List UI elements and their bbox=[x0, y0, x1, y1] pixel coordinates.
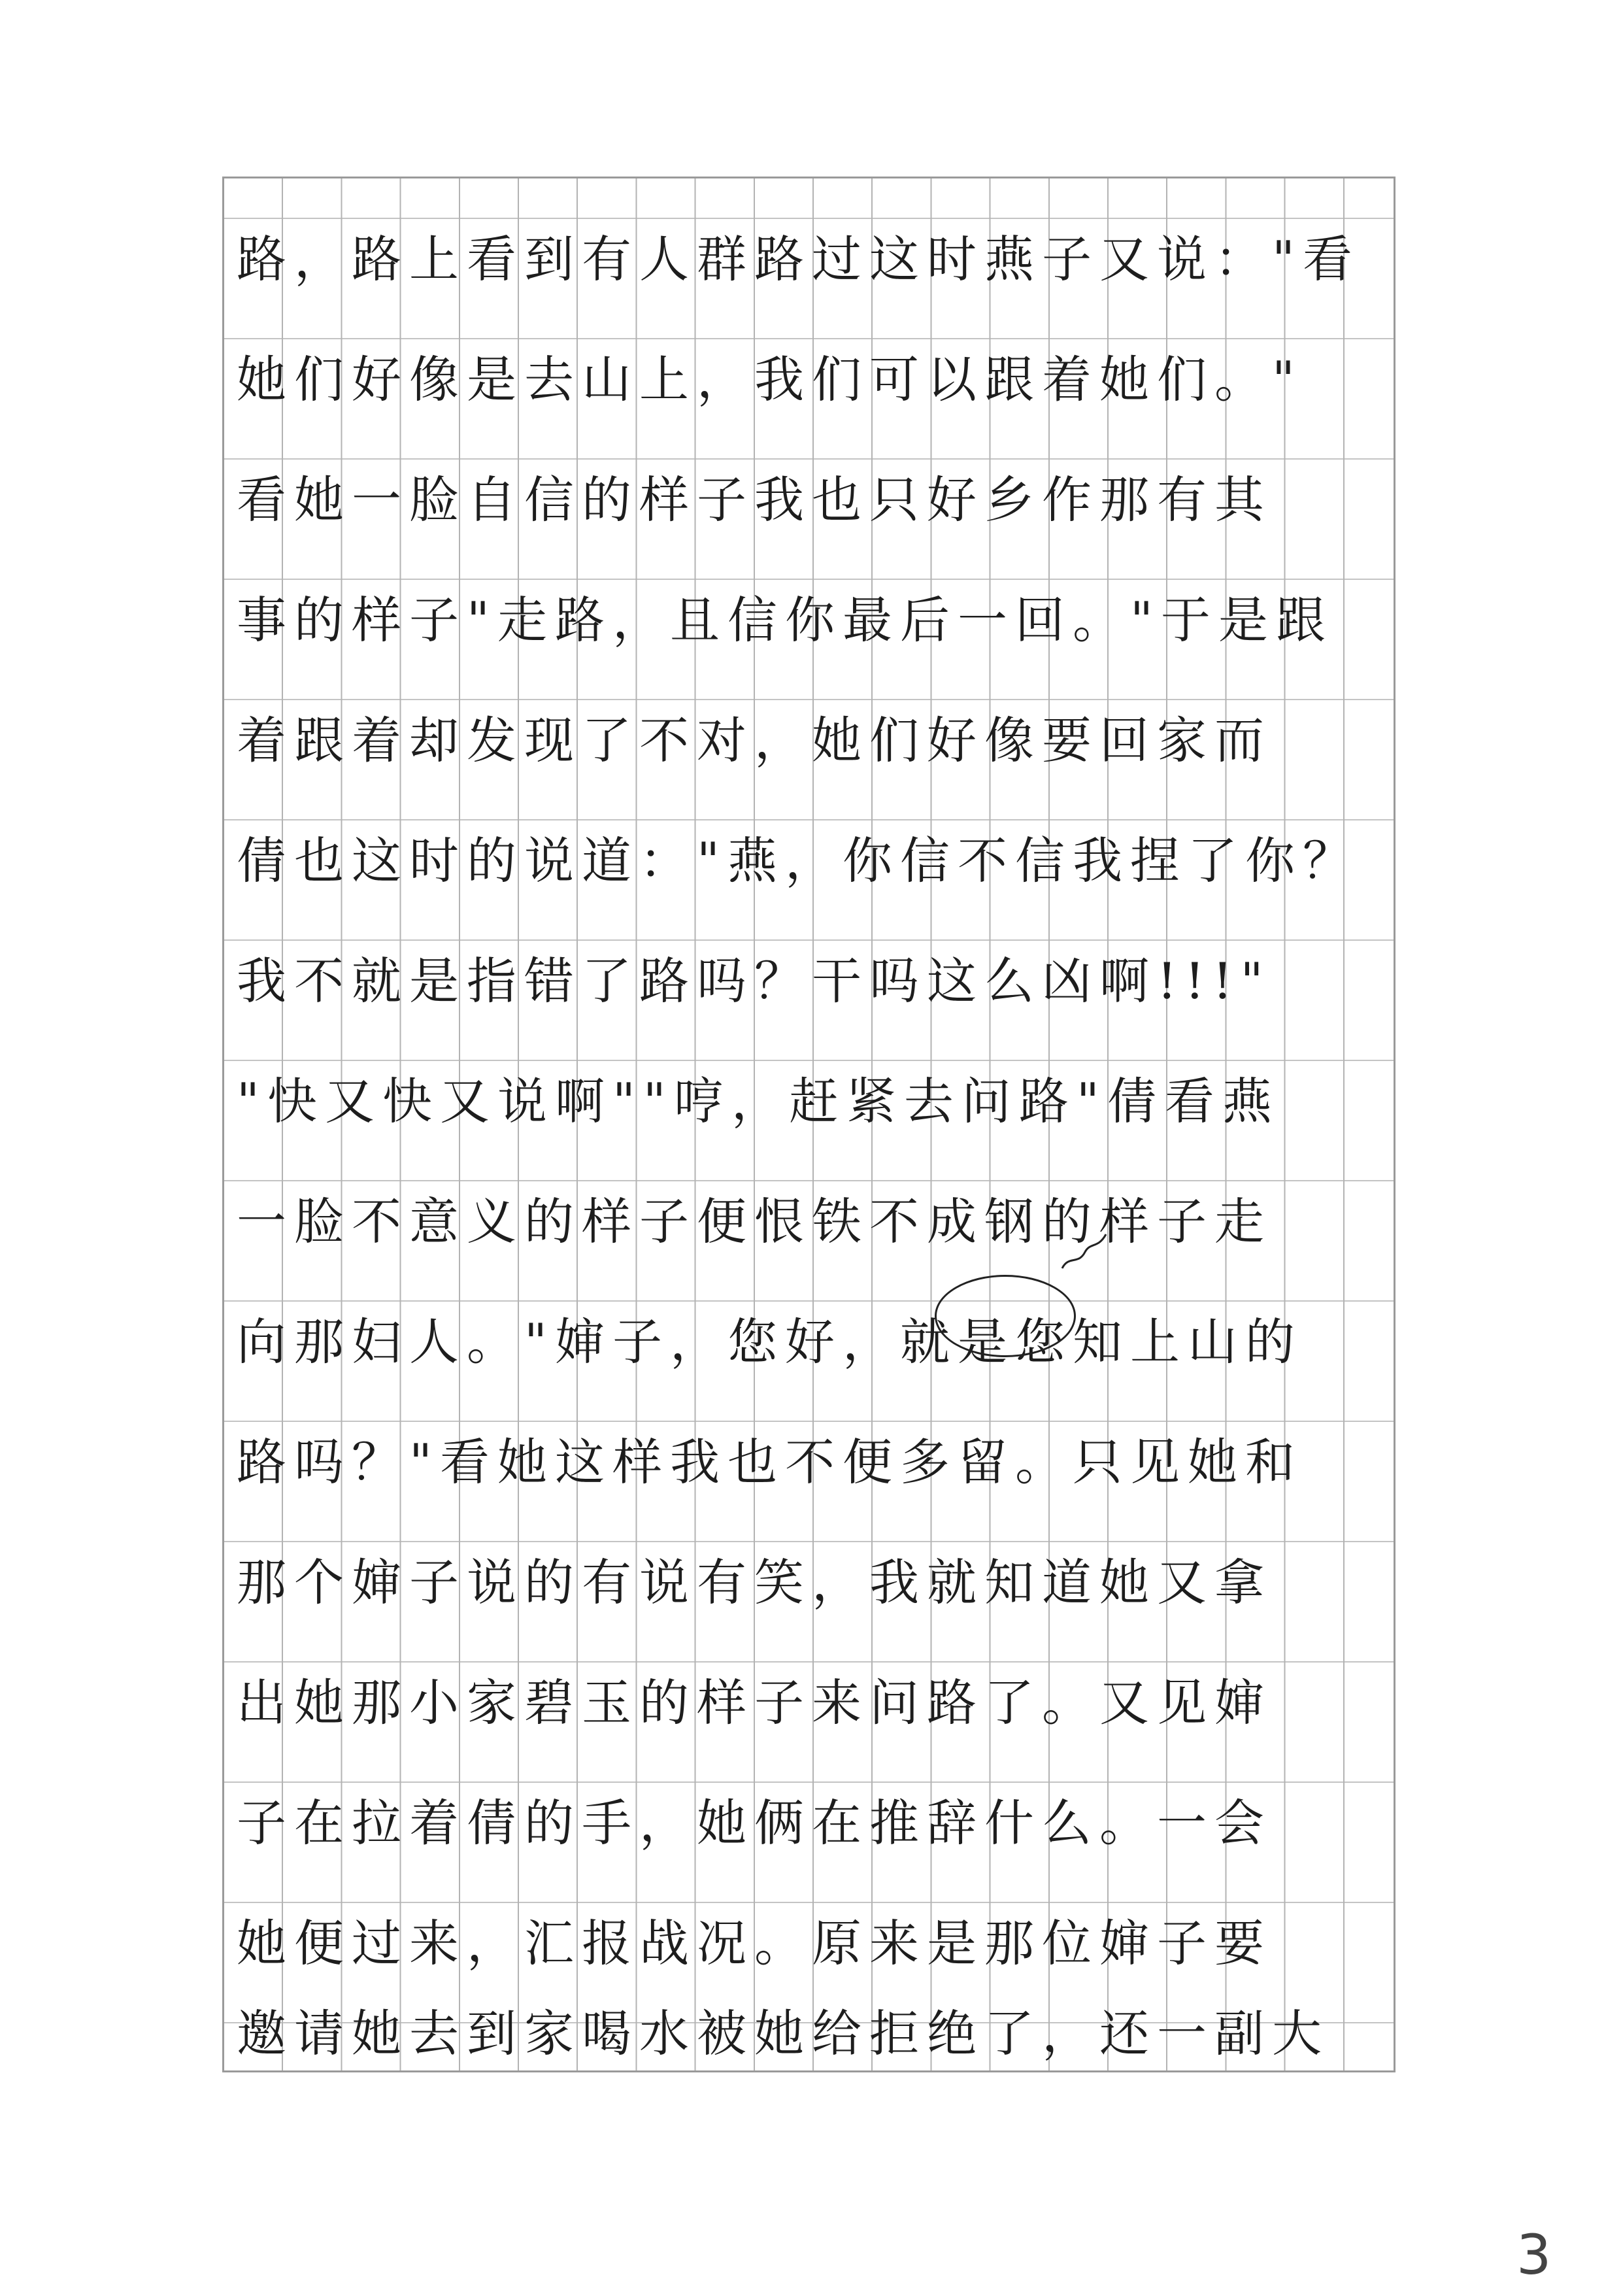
correction-circle bbox=[935, 1275, 1076, 1357]
text-line: 那个婶子说的有说有笑，我就知道她又拿 bbox=[237, 1553, 1272, 1612]
correction-mark-icon bbox=[1059, 1229, 1111, 1275]
text-line: 我不就是指错了路吗？干吗这么凶啊!!!" bbox=[237, 951, 1271, 1010]
text-line: 她便过来，汇报战况。原来是那位婶子要 bbox=[237, 1914, 1272, 1972]
page-number: 3 bbox=[1516, 2223, 1552, 2287]
text-line: 事的样子"走路，且信你最后一回。"于是跟 bbox=[237, 590, 1333, 649]
manuscript-sheet bbox=[222, 177, 1395, 2072]
text-line: 邀请她去到家喝水被她给拒绝了，还一副大 bbox=[237, 2004, 1329, 2063]
text-line: 着跟着却发现了不对，她们好像要回家而 bbox=[237, 711, 1272, 769]
text-line: 路吗？"看她这样我也不便多留。只见她和 bbox=[237, 1432, 1303, 1491]
text-line: 路，路上看到有人群路过这时燕子又说："看 bbox=[237, 229, 1360, 288]
text-line: 一脸不意义的样子便恨铁不成钢的样子走 bbox=[237, 1192, 1272, 1251]
text-line: 倩也这时的说道："燕，你信不信我捏了你？ bbox=[237, 831, 1360, 890]
text-line: 向那妇人。"婶子，您好，就是您知上山的 bbox=[237, 1312, 1303, 1371]
text-line: "快又快又说啊""哼，赶紧去问路"倩看燕 bbox=[237, 1072, 1280, 1130]
text-line: 她们好像是去山上，我们可以跟着她们。" bbox=[237, 350, 1303, 409]
text-line: 出她那小家碧玉的样子来问路了。又见婶 bbox=[237, 1673, 1272, 1732]
text-line: 看她一脸自信的样子我也只好乡作那有其 bbox=[237, 470, 1272, 529]
text-line: 子在拉着倩的手，她俩在推辞什么。一会 bbox=[237, 1793, 1272, 1852]
